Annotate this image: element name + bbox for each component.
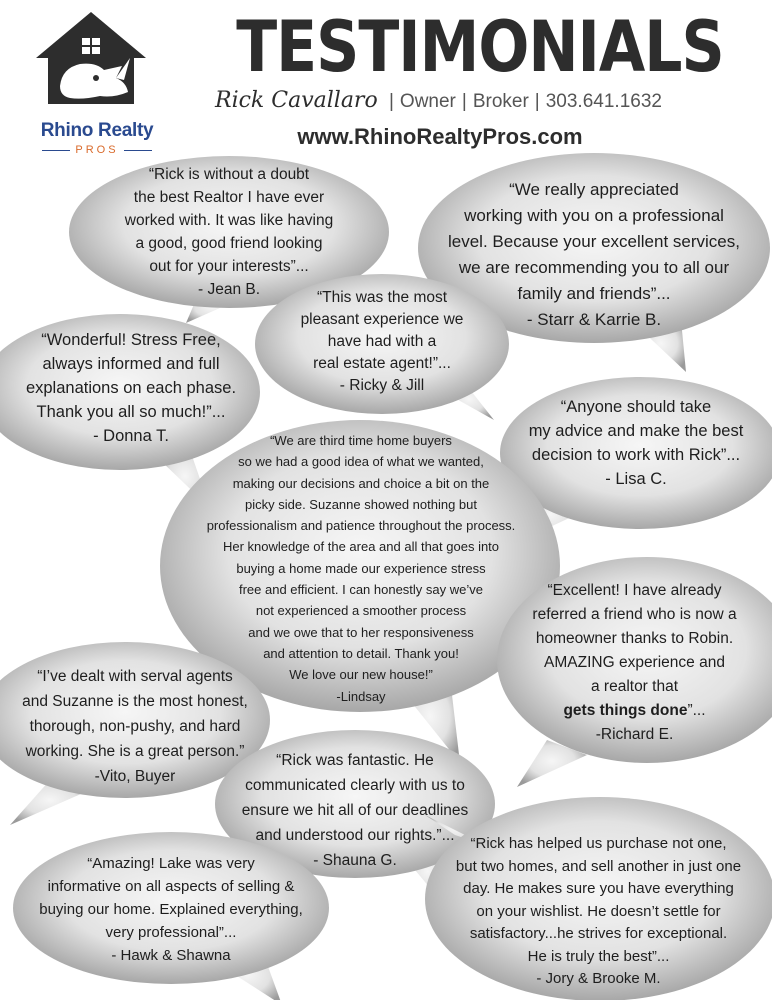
page-title: TESTIMONIALS <box>236 6 724 89</box>
testimonial-quote: “Rick has helped us purchase not one, but two homes, and sell another in just one day. He makes sure you have everything on your wishlist. He doesn’t settle for satisfactory...he strives for exceptional. He is truly the best”... <box>455 835 742 965</box>
testimonial-quote: “Amazing! Lake was very informative on all aspects of selling & buying our home. Explained everything, very professional”... <box>39 855 303 941</box>
brand-name: Rhino Realty <box>40 120 154 141</box>
testimonial-author: -Richard E. <box>595 726 674 743</box>
testimonial-author: - Starr & Karrie B. <box>526 310 662 329</box>
divider: | <box>461 91 467 112</box>
brand-logo <box>22 8 162 156</box>
agent-info <box>215 88 772 113</box>
testimonial-author: -Lindsay <box>336 688 386 704</box>
testimonial-quote: “Rick is without a doubt the best Realtor I have ever worked with. It was like having a good, good friend looking out for your interests”... <box>124 166 334 275</box>
testimonial-bubble-hawk <box>12 830 330 1000</box>
testimonial-author: - Jean B. <box>197 281 261 298</box>
agent-role-broker: Broker <box>472 91 529 112</box>
testimonial-bubble-richard <box>497 555 772 785</box>
testimonial-bubble-ricky <box>254 272 510 432</box>
website-link[interactable]: www.RhinoRealtyPros.com <box>297 124 583 149</box>
testimonial-author: - Hawk & Shawna <box>111 947 231 964</box>
divider: | <box>388 91 394 112</box>
testimonial-highlight: gets things done <box>563 702 688 719</box>
testimonial-quote: “Wonderful! Stress Free, always informed and full explanations on each phase. Thank you all so much!”... <box>25 331 237 421</box>
rhino-house-icon <box>30 8 152 118</box>
testimonial-author: -Vito, Buyer <box>94 768 176 785</box>
testimonial-author: - Lisa C. <box>605 470 667 488</box>
testimonial-quote: “This was the most pleasant experience we have had with a real estate agent!”... <box>300 289 464 372</box>
agent-name: Rick Cavallaro <box>215 88 378 113</box>
brand-tagline: PROS <box>32 144 162 156</box>
testimonial-bubble-jory <box>425 795 772 1000</box>
testimonial-quote: “Rick was fantastic. He communicated clearly with us to ensure we hit all of our deadlines and understood our rights.”... <box>241 752 469 844</box>
testimonial-author: - Jory & Brooke M. <box>536 970 661 987</box>
testimonial-quote: “We are third time home buyers so we had a good idea of what we wanted, making our decisions and choice a bit on the picky side. Suzanne showed nothing but professionalism and patience throughout the process. Her knowledge of the area and all that goes into buying a home made our experience stress free and efficient. I can honestly say we’ve not experienced a smoother process and we owe that to her responsiveness and attention to detail. Thank you! We love our new house!” <box>206 433 516 683</box>
testimonial-quote: “Anyone should take my advice and make the best decision to work with Rick”... <box>528 398 744 464</box>
testimonial-author: - Shauna G. <box>313 852 397 869</box>
testimonial-quote-end: ”... <box>687 702 706 719</box>
testimonial-quote: “We really appreciated working with you on a professional level. Because your excellent services, we are recommending you to all our family and friends”... <box>448 180 740 303</box>
divider: | <box>534 91 540 112</box>
testimonial-quote: “Excellent! I have already referred a friend who is now a homeowner thanks to Robin. AMAZING experience and a realtor that <box>532 582 737 695</box>
testimonial-quote: “I’ve dealt with serval agents and Suzanne is the most honest, thorough, non-pushy, and hard working. She is a great person.” <box>22 668 248 760</box>
agent-role-owner: Owner <box>399 91 456 112</box>
testimonial-author: - Donna T. <box>93 427 169 445</box>
agent-phone[interactable]: 303.641.1632 <box>545 91 662 112</box>
testimonial-author: - Ricky & Jill <box>339 377 425 394</box>
